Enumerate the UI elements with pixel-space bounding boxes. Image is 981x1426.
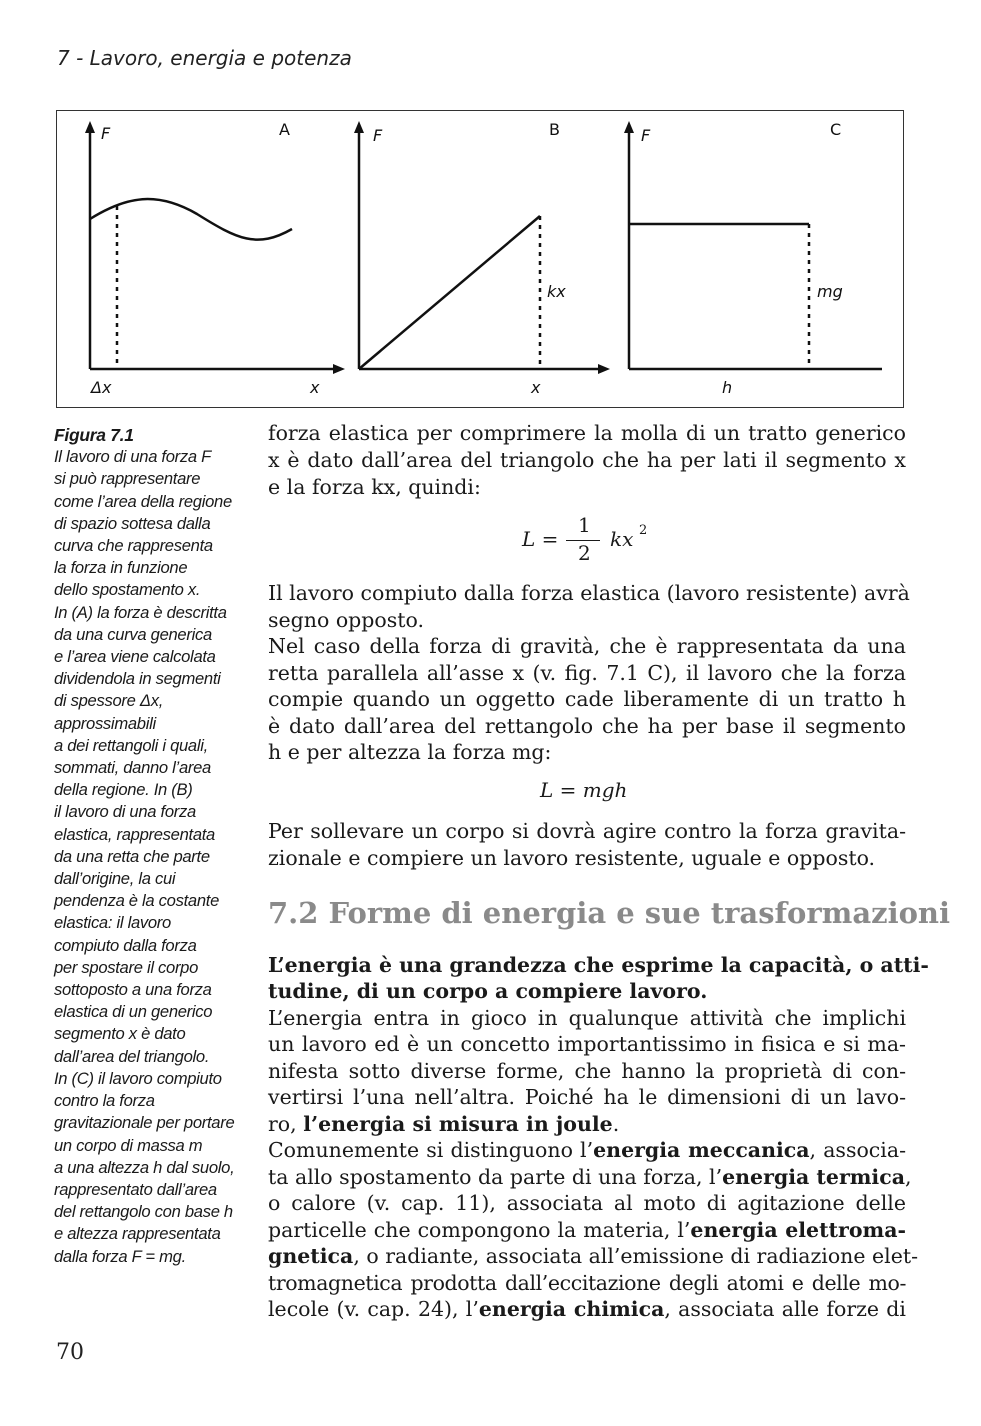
panel-b-y-label: F [373, 126, 383, 145]
text-run: Comunemente si distinguono l’ [268, 1138, 594, 1162]
caption-title: Figura 7.1 [54, 425, 134, 445]
bold-term: gnetica [268, 1244, 354, 1268]
caption-line: contro la forza [54, 1091, 155, 1111]
panel-a-x-arrow [333, 364, 345, 374]
text-run: , o radiante, associata all’emissione di radiazione elet- [353, 1244, 918, 1268]
panel-c-y-label: F [641, 126, 651, 145]
bold-term: energia termica [722, 1165, 905, 1189]
formula-exponent: 2 [639, 523, 648, 538]
formula-rhs: kx [610, 527, 634, 551]
caption-line: della regione. In (B) [54, 780, 193, 800]
panel-b-letter: B [549, 120, 560, 139]
panel-b-x-arrow [598, 364, 610, 374]
panel-a-letter: A [279, 120, 290, 139]
caption-text [54, 446, 254, 1268]
caption-line: In (C) il lavoro compiuto [54, 1068, 222, 1088]
text-run: lecole (v. cap. 24), l’ [268, 1297, 479, 1321]
body-line [268, 1111, 619, 1138]
body-line [268, 1217, 906, 1244]
caption-line: e l’area viene calcolata [54, 647, 216, 667]
caption-line: curva che rappresenta [54, 536, 213, 556]
panel-c [624, 120, 882, 397]
panel-a [85, 120, 345, 397]
figure-7-1 [56, 110, 904, 408]
body-line: segno opposto. [268, 608, 425, 632]
caption-line: come l’area della regione [54, 491, 232, 511]
panel-a-x-label: x [310, 378, 320, 397]
panel-c-y-arrow [624, 121, 634, 133]
caption-line: la forza in funzione [54, 558, 188, 578]
panel-b [354, 120, 610, 397]
caption-line: sottoposto a una forza [54, 980, 212, 1000]
body-line: e la forza kx, quindi: [268, 475, 481, 499]
body-line: h e per altezza la forza mg: [268, 740, 552, 764]
caption-line: da una curva generica [54, 624, 212, 644]
panel-b-kx-label: kx [547, 282, 566, 301]
text-run: , [904, 1165, 912, 1189]
body-line: forza elastica per comprimere la molla di un tratto generico [268, 421, 906, 445]
caption-line: del rettangolo con base h [54, 1202, 233, 1222]
caption-line: rappresentato dall’area [54, 1179, 217, 1199]
body-line [268, 1137, 906, 1164]
text-run: , associa- [809, 1138, 906, 1162]
panel-a-y-arrow [85, 121, 95, 133]
caption-line: elastica: il lavoro [54, 913, 171, 933]
body-line: vertirsi l’una nell’altra. Poiché ha le dimensioni di un lavo- [268, 1085, 906, 1109]
caption-line: approssimabili [54, 713, 156, 733]
body-line: x è dato dall’area del triangolo che ha per lati il segmento x [268, 448, 906, 472]
caption-line: dalla forza F = mg. [54, 1246, 186, 1266]
caption-line: di spazio sottesa dalla [54, 513, 211, 533]
figure-caption [54, 424, 254, 1268]
caption-line: un corpo di massa m [54, 1135, 203, 1155]
caption-line: elastica, rappresentata [54, 824, 215, 844]
formula-gravity: L = mgh [540, 778, 628, 802]
caption-line: pendenza è la costante [54, 891, 220, 911]
panel-a-y-label: F [101, 124, 111, 143]
caption-line: Il lavoro di una forza F [54, 447, 211, 467]
definition-line: L’energia è una grandezza che esprime la capacità, o atti- [268, 953, 929, 977]
text-run: . [612, 1112, 620, 1136]
bold-term: energia chimica [478, 1297, 665, 1321]
bold-term: l’energia si misura in joule [303, 1112, 613, 1136]
panel-a-curve [90, 199, 292, 240]
caption-line: In (A) la forza è descritta [54, 602, 227, 622]
caption-line: elastica di un generico [54, 1002, 213, 1022]
body-line [268, 1243, 918, 1270]
text-run: particelle che compongono la materia, l’ [268, 1218, 691, 1242]
panel-b-y-arrow [354, 121, 364, 133]
text-run: , associata alle forze di [664, 1297, 906, 1321]
caption-line: dello spostamento x. [54, 580, 201, 600]
caption-line: compiuto dalla forza [54, 935, 197, 955]
body-line: tromagnetica prodotta dall’eccitazione degli atomi e delle mo- [268, 1271, 906, 1295]
panel-c-letter: C [830, 120, 842, 139]
body-line [268, 1164, 912, 1191]
running-header: 7 - Lavoro, energia e potenza [57, 46, 352, 70]
caption-line: gravitazionale per portare [54, 1113, 235, 1133]
caption-line: di spessore Δx, [54, 691, 164, 711]
panel-c-x-label: h [722, 378, 733, 397]
text-run: ta allo spostamento da parte di una forza, l’ [268, 1165, 723, 1189]
caption-line: a dei rettangoli i quali, [54, 735, 208, 755]
caption-line: a una altezza h dal suolo, [54, 1157, 235, 1177]
body-line: zionale e compiere un lavoro resistente, uguale e opposto. [268, 846, 876, 870]
body-line: Nel caso della forza di gravità, che è rappresentata da una [268, 634, 906, 658]
caption-line: dividendola in segmenti [54, 669, 221, 689]
caption-line: da una retta che parte [54, 846, 210, 866]
caption-line: si può rappresentare [54, 469, 201, 489]
section-title: 7.2 Forme di energia e sue trasformazioni [268, 896, 951, 930]
page-number: 70 [56, 1340, 84, 1365]
caption-line: per spostare il corpo [54, 957, 199, 977]
caption-line: dall’origine, la cui [54, 869, 176, 889]
body-line: nifesta sotto diverse forme, che hanno la proprietà di con- [268, 1059, 906, 1083]
panel-a-delta-label: Δx [91, 378, 112, 397]
bold-term: energia meccanica [593, 1138, 810, 1162]
formula-numerator: 1 [578, 513, 591, 537]
caption-line: dall’area del triangolo. [54, 1046, 210, 1066]
caption-line: il lavoro di una forza [54, 802, 196, 822]
definition-line: tudine, di un corpo a compiere lavoro. [268, 979, 708, 1003]
body-line: Per sollevare un corpo si dovrà agire contro la forza gravita- [268, 819, 906, 843]
panel-c-mg-label: mg [817, 282, 843, 301]
body-line: o calore (v. cap. 11), associata al moto di agitazione delle [268, 1191, 906, 1215]
body-line: un lavoro ed è un concetto importantissimo in fisica e si ma- [268, 1032, 906, 1056]
body-line: L’energia entra in gioco in qualunque attività che implichi [268, 1006, 906, 1030]
body-line [268, 1296, 906, 1323]
formula-elastic [522, 512, 672, 568]
body-line: è dato dall’area del rettangolo che ha per base il segmento [268, 714, 906, 738]
panel-b-line [359, 216, 540, 369]
text-run: ro, [268, 1112, 304, 1136]
body-line: retta parallela all’asse x (v. fig. 7.1 C), il lavoro che la forza [268, 661, 906, 685]
figure-graphs [57, 111, 905, 409]
caption-line: segmento x è dato [54, 1024, 186, 1044]
caption-line: sommati, danno l’area [54, 758, 211, 778]
bold-term: energia elettroma- [690, 1218, 906, 1242]
caption-line: e altezza rappresentata [54, 1224, 221, 1244]
formula-lhs: L = [522, 527, 559, 551]
body-line: Il lavoro compiuto dalla forza elastica (lavoro resistente) avrà [268, 581, 910, 605]
formula-denominator: 2 [578, 541, 591, 565]
body-line: compie quando un oggetto cade liberamente di un tratto h [268, 687, 906, 711]
panel-b-x-label: x [531, 378, 541, 397]
